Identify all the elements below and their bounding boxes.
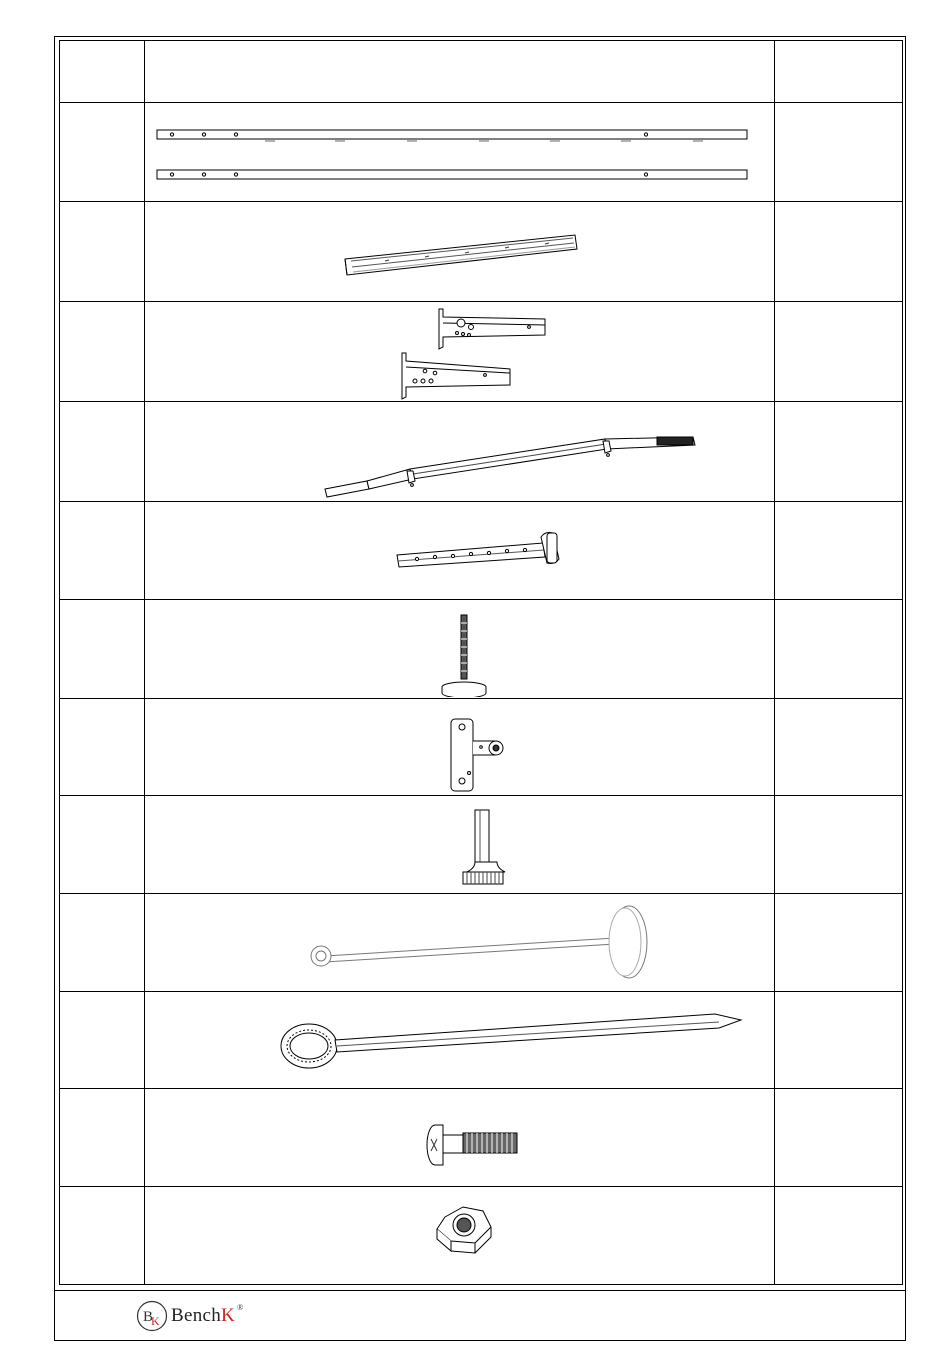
- table-row: [60, 1088, 903, 1186]
- brand-name: [171, 1305, 235, 1327]
- part-number-cell: [60, 502, 145, 600]
- part-image-cell: [145, 1186, 775, 1284]
- part-number-cell: [60, 302, 145, 402]
- table-row: [60, 103, 903, 202]
- leveling-foot-icon: [145, 601, 775, 697]
- table-row: [60, 991, 903, 1088]
- part-quantity-cell: [775, 698, 903, 795]
- part-number-cell: [60, 1088, 145, 1186]
- part-image-cell: [145, 502, 775, 600]
- angle-brackets-icon: [145, 303, 775, 401]
- table-row: [60, 600, 903, 698]
- part-image-cell: [145, 698, 775, 795]
- parts-table: [59, 40, 903, 1285]
- header-cell-quantity: [775, 41, 903, 103]
- part-number-cell: [60, 893, 145, 991]
- part-quantity-cell: [775, 795, 903, 893]
- table-row: [60, 202, 903, 302]
- part-quantity-cell: [775, 1088, 903, 1186]
- part-number-cell: [60, 991, 145, 1088]
- long-arm-tube-icon: [145, 403, 775, 501]
- part-quantity-cell: [775, 402, 903, 502]
- table-row: [60, 1186, 903, 1284]
- part-number-cell: [60, 1186, 145, 1284]
- part-quantity-cell: [775, 991, 903, 1088]
- part-image-cell: [145, 103, 775, 202]
- part-number-cell: [60, 795, 145, 893]
- part-quantity-cell: [775, 103, 903, 202]
- part-number-cell: [60, 600, 145, 698]
- brand-name-prefix: Bench: [171, 1305, 222, 1326]
- bolt-icon: [145, 1089, 775, 1185]
- header-row: [60, 41, 903, 103]
- part-quantity-cell: [775, 202, 903, 302]
- svg-text:B: B: [143, 1309, 154, 1325]
- table-row: [60, 502, 903, 600]
- header-cell-number: [60, 41, 145, 103]
- part-image-cell: [145, 1088, 775, 1186]
- part-image-cell: [145, 991, 775, 1088]
- svg-text:K: K: [151, 1314, 160, 1328]
- part-image-cell: [145, 302, 775, 402]
- adjustable-foot-icon: [145, 796, 775, 892]
- part-number-cell: [60, 103, 145, 202]
- brand-badge-icon: [136, 1300, 168, 1332]
- table-row: [60, 402, 903, 502]
- perforated-post-icon: [145, 503, 775, 599]
- registered-mark: ®: [237, 1302, 244, 1312]
- table-row: [60, 795, 903, 893]
- long-flat-bars-icon: [145, 104, 775, 201]
- ring-spike-icon: [145, 992, 775, 1087]
- square-tube-icon: [145, 203, 775, 301]
- hex-nut-icon: [145, 1187, 775, 1283]
- table-row: [60, 698, 903, 795]
- part-image-cell: [145, 893, 775, 991]
- pull-rod-icon: [145, 894, 775, 990]
- part-quantity-cell: [775, 302, 903, 402]
- header-cell-description: [145, 41, 775, 103]
- mounting-plate-icon: [145, 699, 775, 794]
- table-row: [60, 893, 903, 991]
- part-quantity-cell: [775, 502, 903, 600]
- part-quantity-cell: [775, 600, 903, 698]
- part-number-cell: [60, 698, 145, 795]
- part-image-cell: [145, 795, 775, 893]
- part-quantity-cell: [775, 893, 903, 991]
- part-image-cell: [145, 600, 775, 698]
- part-image-cell: [145, 402, 775, 502]
- part-quantity-cell: [775, 1186, 903, 1284]
- part-image-cell: [145, 202, 775, 302]
- brand-logo: [136, 1299, 243, 1333]
- part-number-cell: [60, 202, 145, 302]
- table-row: [60, 302, 903, 402]
- part-number-cell: [60, 402, 145, 502]
- brand-name-suffix: K: [221, 1305, 236, 1326]
